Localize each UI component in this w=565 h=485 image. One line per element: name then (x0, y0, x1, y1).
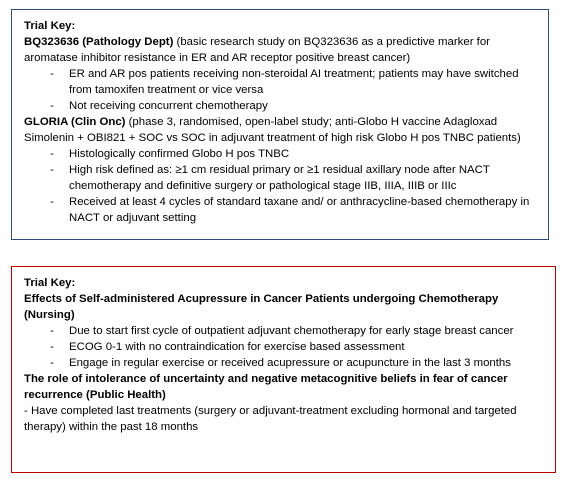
criteria-item: - Due to start first cycle of outpatient adjuvant chemotherapy for early stage breast cancer (24, 323, 545, 339)
criteria-item: - ER and AR pos patients receiving non-steroidal AI treatment; patients may have switched from tamoxifen treatment or vice versa (24, 66, 538, 98)
criteria-item: - Received at least 4 cycles of standard taxane and/ or anthracycline-based chemotherapy in NACT or adjuvant setting (24, 194, 538, 226)
criteria-item: - ECOG 0-1 with no contraindication for exercise based assessment (24, 339, 545, 355)
trial-title-fear-of-recurrence: The role of intolerance of uncertainty and negative metacognitive beliefs in fear of cancer recurrence (Public Health) (24, 373, 508, 401)
trial-title: GLORIA (Clin Onc) (24, 116, 126, 128)
trial-description: (basic research study on BQ323636 as a predictive marker for aromatase inhibitor resistance in ER and AR receptor positive breast cancer) (24, 36, 490, 64)
criteria-list (24, 146, 538, 226)
criteria-item: - Histologically confirmed Globo H pos TNBC (24, 146, 538, 162)
criteria-item: - Not receiving concurrent chemotherapy (24, 98, 538, 114)
trial-description: (phase 3, randomised, open-label study; anti-Globo H vaccine Adagloxad Simolenin + OBI821 + SOC vs SOC in adjuvant treatment of high risk Globo H pos TNBC patients) (24, 116, 521, 144)
trial-key-box-red (11, 266, 556, 473)
criteria-item: - Engage in regular exercise or received acupressure or acupuncture in the last 3 months (24, 355, 545, 371)
criteria-text: - Have completed last treatments (surgery or adjuvant-treatment excluding hormonal and targeted therapy) within the past 18 months (24, 405, 517, 433)
criteria-list (24, 323, 545, 371)
trial-title: BQ323636 (Pathology Dept) (24, 36, 174, 48)
criteria-list (24, 66, 538, 114)
trial-key-box-blue (11, 9, 549, 240)
criteria-item: - High risk defined as: ≥1 cm residual primary or ≥1 residual axillary node after NACT chemotherapy and definitive surgery or pathological stage IIB, IIIA, IIIB or IIIc (24, 162, 538, 194)
trial-title-acupressure: Effects of Self-administered Acupressure in Cancer Patients undergoing Chemotherapy (Nursing) (24, 293, 499, 321)
trial-key-heading: Trial Key: (24, 277, 76, 289)
trial-bq323636 (24, 34, 538, 66)
trial-key-heading: Trial Key: (24, 20, 76, 32)
trial-gloria (24, 114, 538, 146)
